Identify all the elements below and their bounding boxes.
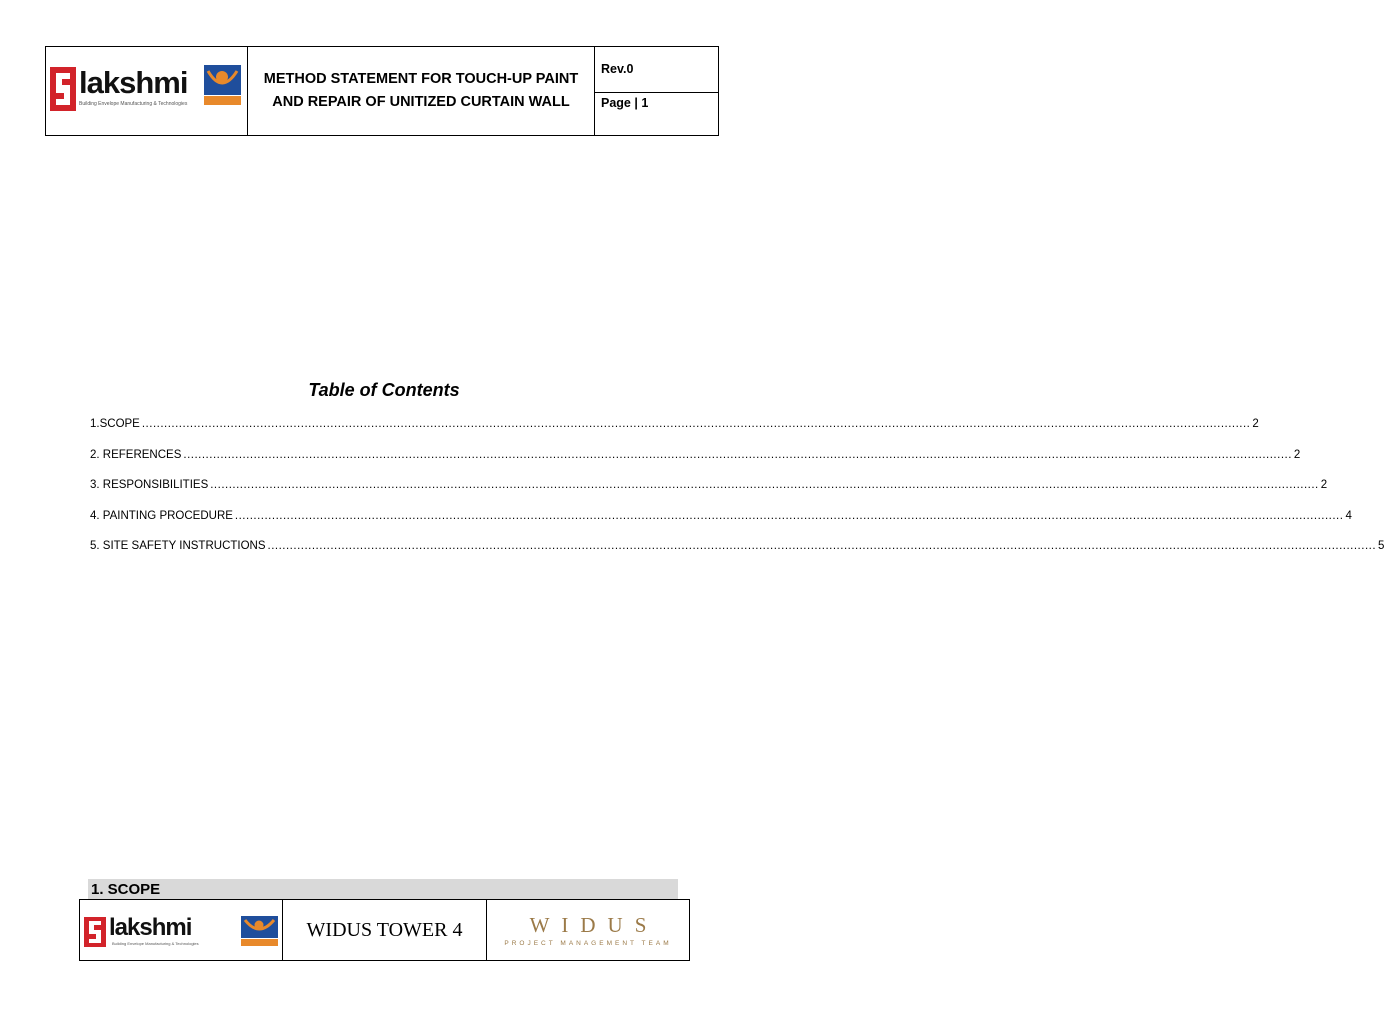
lakshmi-logo-icon: [84, 917, 106, 947]
revision-number: Rev.0: [595, 47, 718, 93]
revision-cell: [595, 47, 718, 135]
toc-entry-page: 2: [1320, 479, 1328, 491]
toc-entry-label: 5. SITE SAFETY INSTRUCTIONS: [90, 540, 266, 552]
toc-entry-page: 5: [1378, 540, 1384, 552]
document-header: [45, 46, 719, 136]
page-number: Page | 1: [601, 96, 649, 110]
toc-entry-page: 4: [1345, 509, 1352, 522]
toc-entry-label: 2. REFERENCES: [90, 448, 182, 461]
document-title: METHOD STATEMENT FOR TOUCH-UP PAINT AND REPAIR OF UNITIZED CURTAIN WALL: [248, 47, 595, 135]
footer-company-name: lakshmi: [109, 914, 192, 941]
toc-leader-dots: ............................................................................................................................................................................................................................................................................................................: [141, 418, 1251, 430]
toc-entry-page: 2: [1293, 448, 1301, 461]
toc-entry[interactable]: [90, 540, 1384, 571]
table-of-contents: [90, 418, 1384, 571]
certification-badge-icon: [204, 65, 241, 109]
header-company-name: lakshmi: [79, 65, 188, 100]
header-logo-cell: [46, 47, 248, 135]
toc-leader-dots: ............................................................................................................................................................................................................................................................................................................: [234, 509, 1344, 522]
footer-logo-cell: [80, 900, 283, 960]
toc-entry[interactable]: [90, 509, 1352, 541]
toc-leader-dots: ............................................................................................................................................................................................................................................................................................................: [210, 479, 1319, 491]
toc-entry-label: 3. RESPONSIBILITIES: [90, 479, 209, 491]
widus-logo: [487, 900, 689, 960]
toc-entry-page: 2: [1252, 418, 1259, 430]
widus-logo-text: WIDUS: [529, 913, 659, 937]
footer-project-name: WIDUS TOWER 4: [283, 900, 487, 960]
toc-entry-label: 1.SCOPE: [90, 418, 140, 430]
toc-entry[interactable]: [90, 448, 1301, 480]
toc-entry-label: 4. PAINTING PROCEDURE: [90, 509, 233, 522]
certification-badge-icon: [241, 916, 278, 948]
toc-leader-dots: ............................................................................................................................................................................................................................................................................................................: [183, 448, 1292, 461]
widus-logo-subtitle: PROJECT MANAGEMENT TEAM: [504, 940, 672, 947]
toc-title: Table of Contents: [308, 380, 460, 400]
toc-entry[interactable]: [90, 418, 1259, 449]
document-footer: [79, 899, 690, 961]
toc-leader-dots: ............................................................................................................................................................................................................................................................................................................: [267, 540, 1377, 552]
toc-entry[interactable]: [90, 479, 1328, 510]
header-company-tagline: Building Envelope Manufacturing & Technologies: [79, 101, 188, 107]
lakshmi-logo-icon: [50, 67, 76, 111]
section-heading-scope: 1. SCOPE: [88, 879, 678, 900]
footer-company-tagline: Building Envelope Manufacturing & Technologies: [112, 941, 199, 946]
